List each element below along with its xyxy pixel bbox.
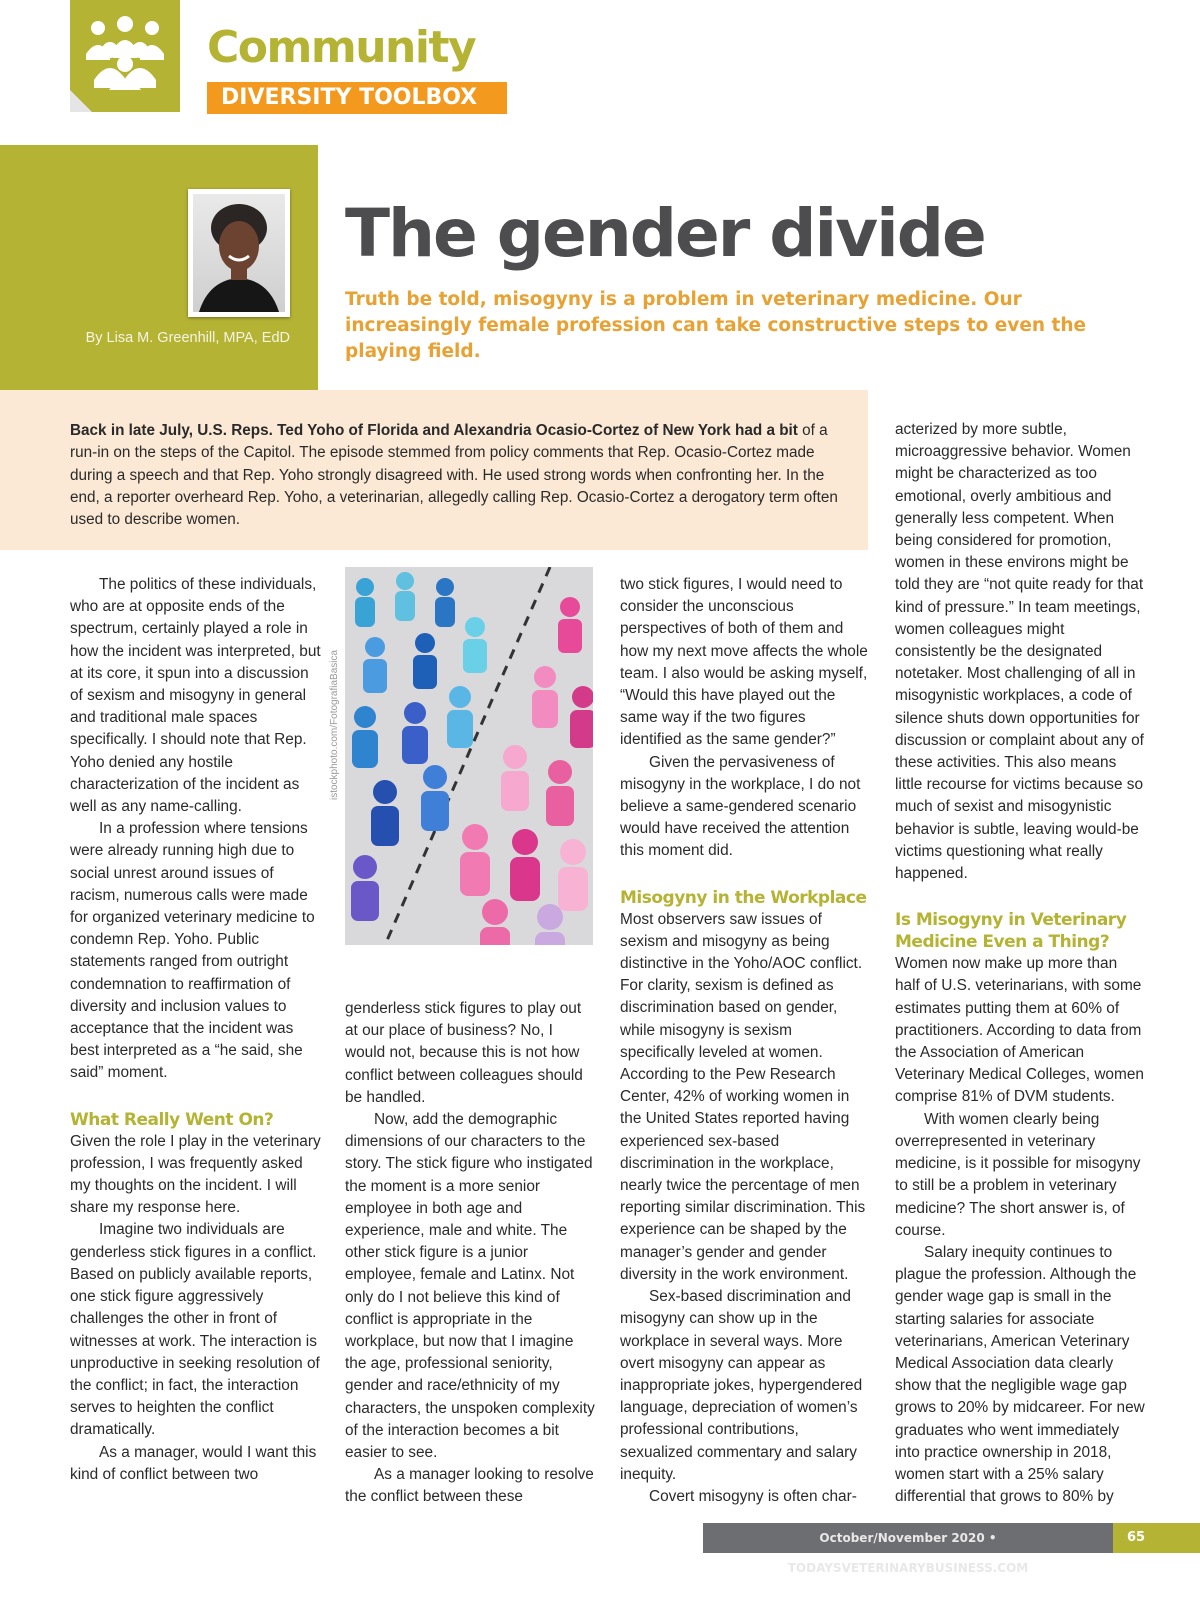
paragraph: genderless stick figures to play out at our place of business? No, I would not, because this is not how conflict between colleagues should be handled. — [345, 1000, 583, 1106]
paragraph: As a manager looking to resolve the conflict between these — [345, 1466, 594, 1506]
paragraph: Given the pervasiveness of misogyny in the workplace, I do not believe a same-gendered scenario would have received the attention this moment did. — [620, 753, 861, 860]
paragraph: The politics of these individuals, who are at opposite ends of the spectrum, certainly played a role in how the incident was interpreted, but at its core, it spun into a discussion of sexism and misogyny in general and traditional male spaces specifically. I should note that Rep. Yoho denied any hostile characterization of the incident as well as any name-calling. — [70, 576, 321, 816]
byline: By Lisa M. Greenhill, MPA, EdD — [85, 330, 290, 346]
paragraph: Now, add the demographic dimensions of our characters to the story. The stick figure who instigated the moment is a more senior employee in both age and experience, male and white. The other stick figure is a junior employee, female and Latinx. Not only do I not believe this kind of conflict is appropriate in the workplace, but now that I imagine the age, professional seniority, gender and race/ethnicity of my characters, the unspoken complexity of the interaction becomes a bit easier to see. — [345, 1111, 595, 1462]
column-2 — [345, 998, 595, 1509]
paragraph: Covert misogyny is often char- — [649, 1487, 857, 1505]
paragraph: Imagine two individuals are genderless stick figures in a conflict. Based on publicly available reports, one stick figure aggressively challenges the other in front of witnesses at work. The interaction is unproductive in seeking resolution of the conflict; in fact, the interaction serves to heighten the conflict dramatically. — [70, 1221, 320, 1439]
image-credit: istockphoto.com/FotografiaBasica — [329, 649, 340, 800]
headline: The gender divide — [345, 195, 985, 272]
paragraph: two stick figures, I would need to consider the unconscious perspectives of both of them and how my next move affects the whole team. I also would be asking myself, “Would this have played out the same way if the two figures identified as the same gender?” — [620, 576, 868, 749]
paragraph: Women now make up more than half of U.S. veterinarians, with some estimates putting them at 60% of practitioners. According to data from the Association of American Veterinary Medical Colleges, women comprise 81% of DVM students. — [895, 955, 1144, 1106]
paragraph: With women clearly being overrepresented in veterinary medicine, is it possible for misogyny to still be a problem in veterinary medicine? The short answer is, of course. — [895, 1110, 1141, 1239]
section-title: Community — [207, 22, 476, 73]
people-group-icon — [76, 14, 174, 90]
column-3 — [620, 574, 870, 1508]
paragraph: In a profession where tensions were already running high due to social unrest around issues of racism, numerous calls were made for organized veterinary medicine to condemn Rep. Yoho. Public statements ranged from outright condemnation to reaffirmation of diversity and inclusion values to acceptance that the incident was best interpreted as a “he said, she said” moment. — [70, 820, 315, 1082]
paragraph: Sex-based discrimination and misogyny can show up in the workplace in several ways. More overt misogyny can appear as inappropriate jokes, hypergendered language, depreciation of women’s professional contributions, sexualized commentary and salary inequity. — [620, 1288, 863, 1483]
paragraph: Most observers saw issues of sexism and misogyny as being distinctive in the Yoho/AOC conflict. For clarity, sexism is defined as discrimination based on gender, while misogyny is sexism specifically leveled at women. According to the Pew Research Center, 42% of working women in the United States reported having experienced sex-based discrimination in the workplace, nearly twice the percentage of men reporting similar discrimination. This experience can be shaped by the manager’s gender and gender diversity in the work environment. — [620, 910, 866, 1283]
intro-rest: of a run-in on the steps of the Capitol. The episode stemmed from policy comments that Rep. Ocasio-Cortez made during a speech and that Rep. Yoho strongly disagreed with. He used strong words when confronting her. In the end, a reporter overheard Rep. Yoho, a veterinarian, allegedly calling Rep. Ocasio-Cortez a derogatory term often used to describe women. — [70, 422, 838, 529]
page-number: 65 — [1113, 1523, 1200, 1553]
dek: Truth be told, misogyny is a problem in veterinary medicine. Our increasingly female profession can take constructive steps to even the playing field. — [345, 289, 1087, 362]
page-fold-corner — [70, 90, 92, 112]
paragraph: Given the role I play in the veterinary profession, I was frequently asked my thoughts on the incident. I will share my response here. — [70, 1132, 321, 1217]
paragraph: Salary inequity continues to plague the profession. Although the gender wage gap is small in the starting salaries for associate veterinarians, American Veterinary Medical Association data clearly show that the negligible wage gap grows to 20% by midcareer. For new graduates who went immediately into practice ownership in 2018, women start with a 25% salary differential that grows to 80% by — [895, 1243, 1145, 1506]
author-photo — [193, 194, 285, 312]
article-image — [345, 567, 593, 945]
paragraph: As a manager, would I want this kind of conflict between two — [70, 1443, 317, 1483]
subheading: What Really Went On? — [70, 1109, 274, 1130]
column-4 — [895, 419, 1145, 1508]
intro-paragraph — [70, 420, 840, 531]
intro-lead: Back in late July, U.S. Reps. Ted Yoho of Florida and Alexandria Ocasio-Cortez of New York had a bit — [70, 422, 798, 439]
paragraph: acterized by more subtle, microaggressive behavior. Women might be characterized as too emotional, overly ambitious and generally less competent. When being considered for promotion, women in these environs might be told they are “not quite ready for that kind of pressure.” In team meetings, women colleagues might consistently be the designated notetaker. Most challenging of all in misogynistic workplaces, a code of silence shuts down opportunities for discussion or complaint about any of these activities. This also means little recourse for victims because so much of sexist and misogynistic behavior is subtle, leaving would-be victims questioning what really happened. — [895, 421, 1144, 883]
footer-issue: October/November 2020 • TODAYSVETERINARYBUSINESS.COM — [703, 1523, 1113, 1553]
subheading: Misogyny in the Workplace — [620, 887, 867, 908]
subsection-badge: DIVERSITY TOOLBOX — [207, 82, 507, 114]
subheading: Is Misogyny in Veterinary Medicine Even a Thing? — [895, 910, 1127, 953]
column-1 — [70, 574, 322, 1486]
